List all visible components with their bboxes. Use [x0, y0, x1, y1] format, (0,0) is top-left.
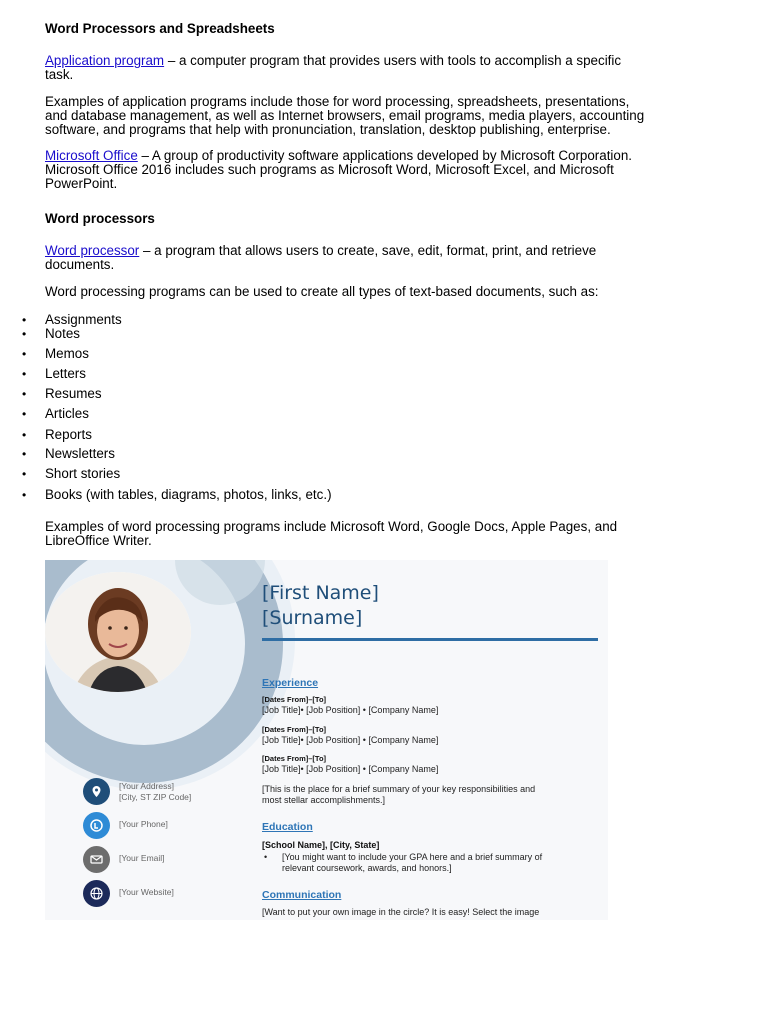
word-processor-definition: Word processor – a program that allows users to create, save, edit, format, print, and retrieve: [45, 243, 597, 258]
microsoft-office-link[interactable]: Microsoft Office: [45, 148, 138, 163]
summary-line: [This is the place for a brief summary of your key responsibilities and: [262, 784, 536, 794]
resume-surname: [Surname]: [262, 607, 363, 629]
list-item: • Short stories: [22, 466, 121, 481]
wp-examples-line: Examples of word processing programs include Microsoft Word, Google Docs, Apple Pages, and: [45, 519, 618, 534]
website-icon: [83, 880, 110, 907]
list-item: • Reports: [22, 427, 92, 442]
app-program-definition: Application program – a computer program that provides users with tools to accomplish a specific: [45, 53, 622, 68]
doc-types-intro: Word processing programs can be used to create all types of text-based documents, such as:: [45, 284, 599, 299]
document-title: Word Processors and Spreadsheets: [45, 21, 275, 36]
list-item: • Books (with tables, diagrams, photos, links, etc.): [22, 487, 332, 502]
job-line: [Job Title]• [Job Position] • [Company Name]: [262, 764, 439, 774]
examples-paragraph-line: and database management, as well as Internet browsers, email programs, media players, accounting: [45, 108, 645, 123]
list-item: • Resumes: [22, 386, 102, 401]
phone-icon: [83, 812, 110, 839]
job-dates: [Dates From]–[To]: [262, 754, 327, 763]
examples-paragraph-line: software, and programs that help with pronunciation, translation, desktop publishing, enterprise.: [45, 122, 611, 137]
list-item: • Notes: [22, 326, 80, 341]
ms-office-definition-cont: Microsoft Office 2016 includes such programs as Microsoft Word, Microsoft Excel, and Microsoft: [45, 162, 614, 177]
app-program-definition-cont: task.: [45, 67, 74, 82]
contact-website: [Your Website]: [119, 887, 174, 897]
edu-bullet-line: [You might want to include your GPA here and a brief summary of: [282, 852, 543, 862]
location-icon: [83, 778, 110, 805]
section-heading: Word processors: [45, 211, 155, 226]
application-program-link[interactable]: Application program: [45, 53, 165, 68]
job-line: [Job Title]• [Job Position] • [Company Name]: [262, 705, 439, 715]
job-dates: [Dates From]–[To]: [262, 695, 327, 704]
email-icon: [83, 846, 110, 873]
experience-heading: Experience: [262, 677, 319, 689]
resume-template-image: [45, 560, 608, 920]
education-heading: Education: [262, 821, 313, 833]
communication-heading: Communication: [262, 889, 342, 901]
contact-address: [Your Address]: [119, 781, 174, 791]
edu-bullet: •: [264, 852, 268, 862]
summary-line: most stellar accomplishments.]: [262, 795, 386, 805]
resume-first-name: [First Name]: [262, 582, 379, 604]
list-item: • Assignments: [22, 312, 122, 327]
contact-phone: [Your Phone]: [119, 819, 168, 829]
ms-office-definition: Microsoft Office – A group of productivity software applications developed by Microsoft Corporation.: [45, 148, 633, 163]
wp-examples-line: LibreOffice Writer.: [45, 533, 152, 548]
edu-bullet-line: relevant coursework, awards, and honors.]: [282, 863, 452, 873]
list-item: • Letters: [22, 366, 86, 381]
list-item: • Memos: [22, 346, 89, 361]
portrait-illustration: [45, 572, 191, 692]
word-processor-link[interactable]: Word processor: [45, 243, 140, 258]
school-name: [School Name], [City, State]: [262, 840, 380, 850]
communication-text: [Want to put your own image in the circle? It is easy! Select the image: [262, 907, 540, 917]
job-line: [Job Title]• [Job Position] • [Company Name]: [262, 735, 439, 745]
contact-email: [Your Email]: [119, 853, 165, 863]
examples-paragraph-line: Examples of application programs include those for word processing, spreadsheets, presentations,: [45, 94, 630, 109]
job-dates: [Dates From]–[To]: [262, 725, 327, 734]
profile-photo: [45, 572, 191, 692]
list-item: • Newsletters: [22, 446, 115, 461]
resume-divider: [262, 638, 598, 641]
contact-city: [City, ST ZIP Code]: [119, 792, 192, 802]
word-processor-definition-cont: documents.: [45, 257, 115, 272]
ms-office-definition-cont: PowerPoint.: [45, 176, 118, 191]
list-item: • Articles: [22, 406, 89, 421]
